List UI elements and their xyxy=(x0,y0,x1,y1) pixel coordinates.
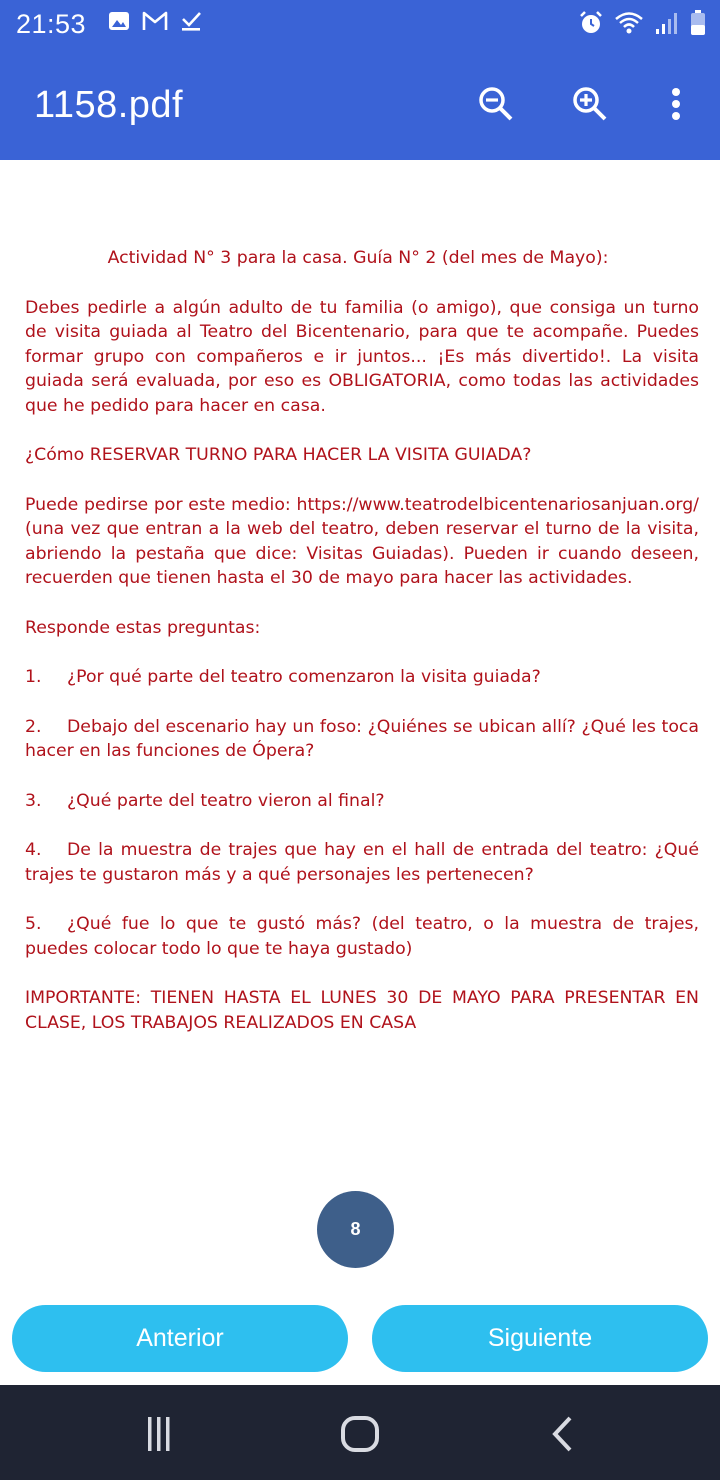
zoom-out-button[interactable] xyxy=(474,82,518,126)
battery-icon xyxy=(690,10,706,41)
question-item: 4. De la muestra de trajes que hay en el hall de entrada del teatro: ¿Qué trajes te gustaron más y a qué personajes les pertenecen? xyxy=(25,840,699,885)
zoom-out-icon xyxy=(476,84,516,124)
status-bar xyxy=(0,0,720,50)
important-note: IMPORTANTE: TIENEN HASTA EL LUNES 30 DE MAYO PARA PRESENTAR EN CLASE, LOS TRABAJOS REALIZADOS EN CASA xyxy=(25,988,699,1033)
image-icon xyxy=(108,10,130,37)
download-done-icon xyxy=(180,10,202,37)
system-navigation-bar xyxy=(0,1385,720,1480)
home-icon xyxy=(340,1415,380,1453)
wifi-icon xyxy=(614,11,644,40)
alarm-icon xyxy=(578,10,604,41)
question-item: 5. ¿Qué fue lo que te gustó más? (del teatro, o la muestra de trajes, puedes colocar todo lo que te haya gustado) xyxy=(25,914,699,959)
status-icons-right xyxy=(578,10,706,41)
question-item: 1. ¿Por qué parte del teatro comenzaron la visita guiada? xyxy=(25,667,541,687)
status-icons-left xyxy=(108,10,202,37)
recent-apps-icon xyxy=(142,1416,176,1452)
home-button[interactable] xyxy=(337,1411,383,1457)
more-vert-icon xyxy=(666,84,686,124)
reservation-paragraph: Puede pedirse por este medio: https://www.teatrodelbicentenariosanjuan.org/ (una vez que entran a la web del teatro, deben reservar el turno de la visita, abriendo la pestaña que dice: Visitas Guiadas). Pueden ir cuando deseen, recuerden que tienen hasta el 30 de mayo para hacer las actividades. xyxy=(25,494,699,588)
document-body xyxy=(25,246,699,1060)
questions-heading: Responde estas preguntas: xyxy=(25,617,261,638)
back-icon xyxy=(550,1415,576,1453)
question-item: 2. Debajo del escenario hay un foso: ¿Quiénes se ubican allí? ¿Qué les toca hacer en las funciones de Ópera? xyxy=(25,716,699,761)
reservation-heading: ¿Cómo RESERVAR TURNO PARA HACER LA VISITA GUIADA? xyxy=(25,445,532,465)
status-time: 21:53 xyxy=(16,9,87,39)
previous-page-button[interactable]: Anterior xyxy=(12,1305,348,1372)
activity-title: Actividad N° 3 para la casa. Guía N° 2 (del mes de Mayo): xyxy=(107,248,609,268)
more-options-button[interactable] xyxy=(654,82,698,126)
signal-icon xyxy=(654,11,680,40)
question-item: 3. ¿Qué parte del teatro vieron al final? xyxy=(25,790,385,811)
app-bar xyxy=(0,0,720,160)
instructions-paragraph: Debes pedirle a algún adulto de tu familia (o amigo), que consiga un turno de visita guiada al Teatro del Bicentenario, para que te acompañe. Puedes formar grupo con compañeros e ir juntos... ¡Es más divertido!. La visita guiada será evaluada, por eso es OBLIGATORIA, como todas las actividades que he pedido para hacer en casa. xyxy=(25,297,699,416)
recent-apps-button[interactable] xyxy=(136,1411,182,1457)
document-title: 1158.pdf xyxy=(34,84,184,126)
back-button[interactable] xyxy=(540,1411,586,1457)
gmail-icon xyxy=(142,10,168,37)
next-page-button[interactable]: Siguiente xyxy=(372,1305,708,1372)
zoom-in-icon xyxy=(570,84,610,124)
zoom-in-button[interactable] xyxy=(568,82,612,126)
page-number-badge: 8 xyxy=(317,1191,394,1268)
